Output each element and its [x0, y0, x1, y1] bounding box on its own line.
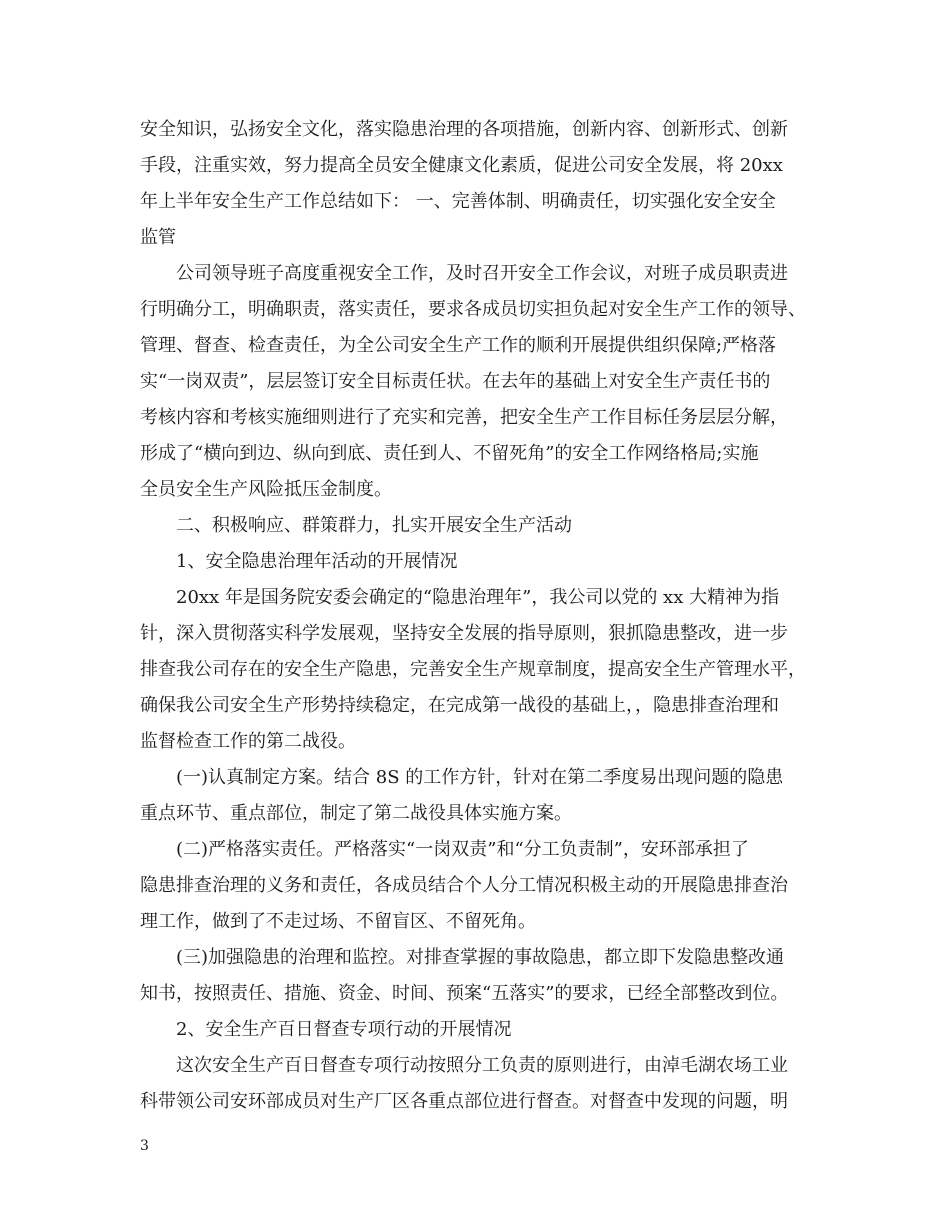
text-line: 手段，注重实效，努力提高全员安全健康文化素质，促进公司安全发展，将 20xx	[140, 155, 783, 176]
text-line: 全员安全生产风险抵压金制度。	[140, 479, 392, 500]
text-line: 20xx 年是国务院安委会确定的“隐患治理年”，我公司以党的 xx 大精神为指	[176, 587, 780, 608]
text-line: 确保我公司安全生产形势持续稳定，在完成第一战役的基础上，，隐患排查治理和	[140, 695, 779, 716]
text-line: 2、安全生产百日督查专项行动的开展情况	[176, 1019, 512, 1040]
text-line: 实“一岗双责”，层层签订安全目标责任状。在去年的基础上对安全生产责任书的	[140, 371, 771, 392]
text-line: 安全知识，弘扬安全文化，落实隐患治理的各项措施，创新内容、创新形式、创新	[140, 119, 788, 140]
text-line: 重点环节、重点部位，制定了第二战役具体实施方案。	[140, 803, 572, 824]
text-line: 科带领公司安环部成员对生产厂区各重点部位进行督查。对督查中发现的问题，明	[140, 1091, 788, 1112]
text-line: 行明确分工，明确职责，落实责任，要求各成员切实担负起对安全生产工作的领导、	[140, 299, 806, 320]
text-line: 理工作，做到了不走过场、不留盲区、不留死角。	[140, 911, 536, 932]
text-line: 管理、督查、检查责任，为全公司安全生产工作的顺利开展提供组织保障;严格落	[140, 335, 777, 356]
text-line: 公司领导班子高度重视安全工作，及时召开安全工作会议，对班子成员职责进	[176, 263, 788, 284]
text-line: 二、积极响应、群策群力，扎实开展安全生产活动	[176, 515, 572, 536]
text-line: (二)严格落实责任。严格落实“一岗双责”和“分工负责制”，安环部承担了	[176, 839, 749, 860]
text-line: 监管	[140, 227, 176, 248]
text-line: 排查我公司存在的安全生产隐患，完善安全生产规章制度，提高安全生产管理水平，	[140, 659, 806, 680]
text-line: 考核内容和考核实施细则进行了充实和完善，把安全生产工作目标任务层层分解，	[140, 407, 788, 428]
text-line: 监督检查工作的第二战役。	[140, 731, 356, 752]
text-line: 年上半年安全生产工作总结如下： 一、完善体制、明确责任，切实强化安全安全	[140, 191, 776, 212]
text-line: 形成了“横向到边、纵向到底、责任到人、不留死角”的安全工作网络格局;实施	[140, 443, 759, 464]
text-line: 这次安全生产百日督查专项行动按照分工负责的原则进行，由淖毛湖农场工业	[176, 1055, 788, 1076]
text-line: 针，深入贯彻落实科学发展观，坚持安全发展的指导原则，狠抓隐患整改，进一步	[140, 623, 788, 644]
document-body	[140, 112, 830, 1120]
text-line: (三)加强隐患的治理和监控。对排查掌握的事故隐患，都立即下发隐患整改通	[176, 947, 785, 968]
text-line: 隐患排查治理的义务和责任，各成员结合个人分工情况积极主动的开展隐患排查治	[140, 875, 788, 896]
page-number: 3	[140, 1138, 149, 1154]
text-line: 1、安全隐患治理年活动的开展情况	[176, 551, 458, 572]
text-line: (一)认真制定方案。结合 8S 的工作方针，针对在第二季度易出现问题的隐患	[176, 767, 784, 788]
text-line: 知书，按照责任、措施、资金、时间、预案“五落实”的要求，已经全部整改到位。	[140, 983, 789, 1004]
